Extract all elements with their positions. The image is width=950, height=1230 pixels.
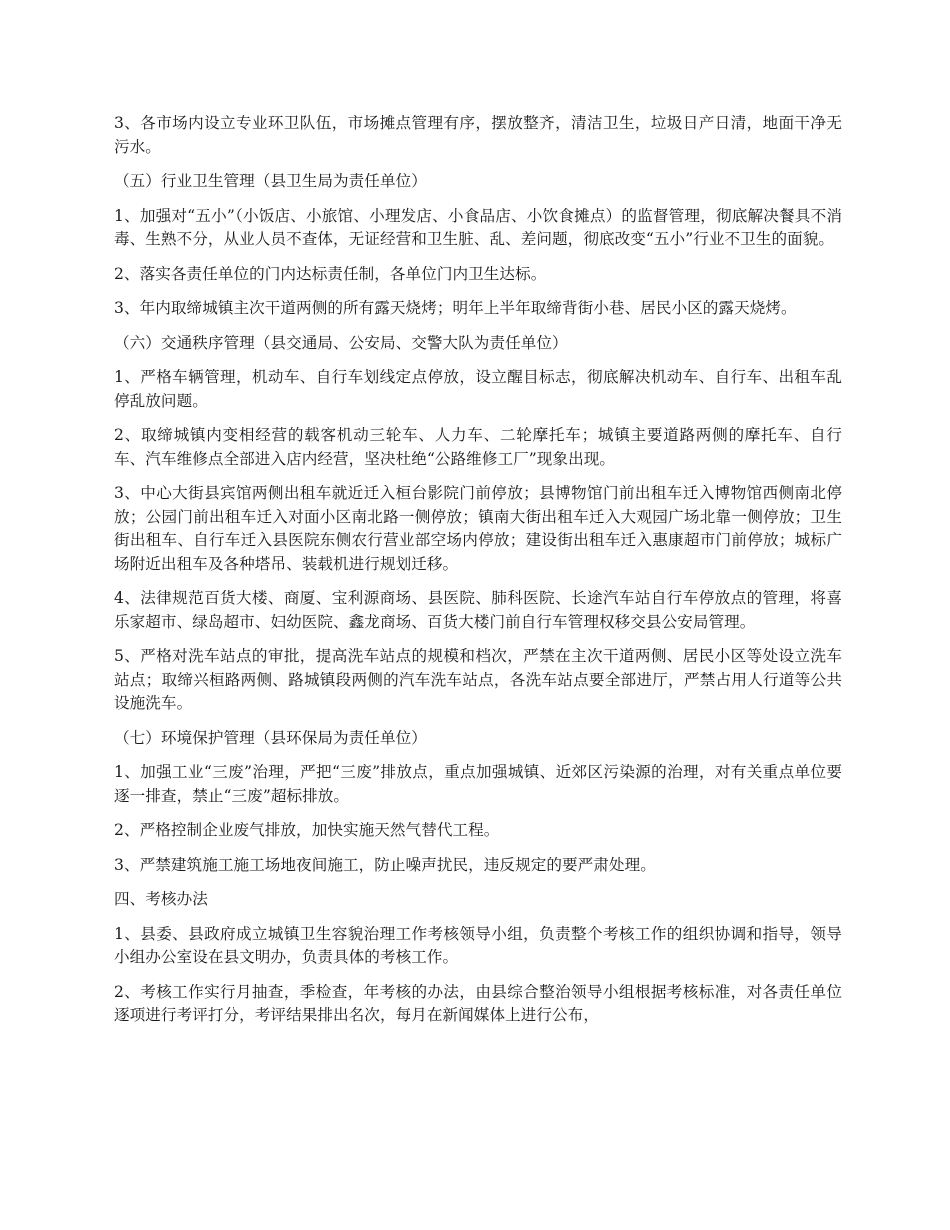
paragraph: 3、严禁建筑施工施工场地夜间施工，防止噪声扰民，违反规定的要严肃处理。: [114, 855, 656, 874]
paragraph: 2、取缔城镇内变相经营的载客机动三轮车、人力车、二轮摩托车；城镇主要道路两侧的摩托车、自行车、汽车维修点全部进入店内经营，坚决杜绝“公路维修工厂”现象出现。: [114, 426, 842, 468]
paragraph: 1、县委、县政府成立城镇卫生容貌治理工作考核领导小组，负责整个考核工作的组织协调和指导，领导小组办公室设在县文明办，负责具体的考核工作。: [114, 924, 842, 966]
paragraph: 1、严格车辆管理，机动车、自行车划线定点停放，设立醒目标志，彻底解决机动车、自行车、出租车乱停乱放问题。: [114, 368, 842, 410]
section-heading: （六）交通秩序管理（县交通局、公安局、交警大队为责任单位）: [114, 333, 568, 352]
paragraph: 2、考核工作实行月抽查，季检查，年考核的办法，由县综合整治领导小组根据考核标准，对各责任单位逐项进行考评打分，考评结果排出名次，每月在新闻媒体上进行公布，: [114, 982, 842, 1024]
paragraph: 3、中心大街县宾馆两侧出租车就近迁入桓台影院门前停放；县博物馆门前出租车迁入博物馆西侧南北停放；公园门前出租车迁入对面小区南北路一侧停放；镇南大街出租车迁入大观园广场北靠一侧停放；卫生街出租车、自行车迁入县医院东侧农行营业部空场内停放；建设街出租车迁入惠康超市门前停放；城标广场附近出租车及各种塔吊、装载机进行规划迁移。: [114, 484, 842, 573]
paragraph: 3、各市场内设立专业环卫队伍，市场摊点管理有序，摆放整齐，清洁卫生，垃圾日产日清，地面干净无污水。: [114, 114, 842, 156]
section-heading: 四、考核办法: [114, 890, 208, 908]
paragraph: 3、年内取缔城镇主次干道两侧的所有露天烧烤；明年上半年取缔背街小巷、居民小区的露天烧烤。: [114, 299, 797, 317]
paragraph: 5、严格对洗车站点的审批，提高洗车站点的规模和档次，严禁在主次干道两侧、居民小区等处设立洗车站点；取缔兴桓路两侧、路城镇段两侧的汽车洗车站点，各洗车站点要全部进厅，严禁占用人行道等公共设施洗车。: [114, 647, 842, 712]
paragraph: 2、落实各责任单位的门内达标责任制，各单位门内卫生达标。: [114, 264, 547, 283]
paragraph: 1、加强对“五小”（小饭店、小旅馆、小理发店、小食品店、小饮食摊点）的监督管理，彻底解决餐具不消毒、生熟不分，从业人员不查体，无证经营和卫生脏、乱、差问题，彻底改变“五小”行业不卫生的面貌。: [114, 206, 842, 248]
paragraph: 2、严格控制企业废气排放，加快实施天然气替代工程。: [114, 821, 500, 839]
section-heading: （五）行业卫生管理（县卫生局为责任单位）: [114, 172, 427, 190]
section-heading: （七）环境保护管理（县环保局为责任单位）: [114, 728, 427, 747]
document-body: [114, 112, 842, 1039]
paragraph: 4、法律规范百货大楼、商厦、宝利源商场、县医院、肺科医院、长途汽车站自行车停放点的管理，将喜乐家超市、绿岛超市、妇幼医院、鑫龙商场、百货大楼门前自行车管理权移交县公安局管理。: [114, 589, 842, 631]
paragraph: 1、加强工业“三废”治理，严把“三废”排放点，重点加强城镇、近郊区污染源的治理，对有关重点单位要逐一排查，禁止“三废”超标排放。: [114, 763, 842, 805]
